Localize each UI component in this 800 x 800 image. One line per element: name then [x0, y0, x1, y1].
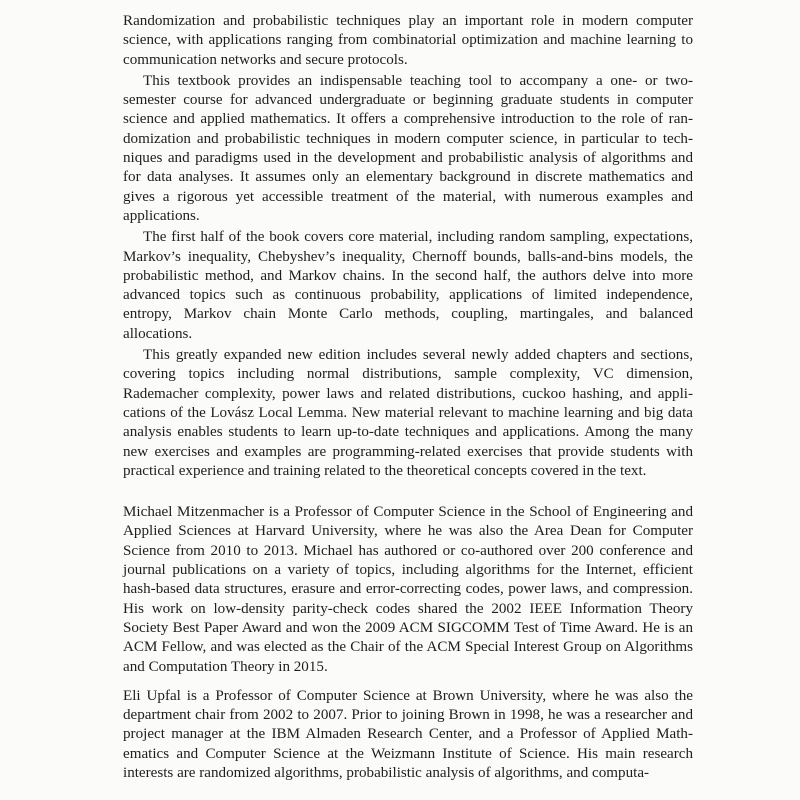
description-paragraph: The first half of the book covers core material, including random sampling, expectations, Markov’s inequality, Chebyshev’s inequality, Chernoff bounds, balls-and-bins models, the probabilistic method, and Markov chains. In the second half, the authors delve into more advanced topics such as continuous probability, applications of limited independence, entropy, Markov chain Monte Carlo methods, coupling, martingales, and balanced allocations. [123, 229, 693, 342]
book-description [123, 12, 693, 481]
description-paragraph: Randomization and probabilistic techniques play an important role in modern computer science, with applications ranging from combinatorial optimization and machine learning to communication networks and secure protocols. [123, 13, 693, 68]
author-bio-upfal: Eli Upfal is a Professor of Computer Science at Brown University, where he was also the department chair from 2002 to 2007. Prior to joining Brown in 1998, he was a researcher and project manager at the IBM Almaden Research Center, and a Professor of Applied Mathematics and Computer Science at the Weizmann Institute of Science. His main research interests are randomized algorithms, probabilistic analysis of algorithms, and computa- [123, 687, 693, 781]
description-paragraph: This greatly expanded new edition includes several newly added chapters and sections, covering topics including normal distributions, sample complexity, VC dimension, Rademacher complexity, power laws and related distributions, cuckoo hashing, and applications of the Lovász Local Lemma. New material relevant to machine learning and big data analysis enables students to learn up-to-date techniques and applications. Among the many new exercises and examples are programming-related exercises that provide students with practical experience and training related to the theoretical concepts covered in the text. [123, 347, 693, 479]
text-column [123, 12, 693, 783]
author-bio-mitzenmacher: Michael Mitzenmacher is a Professor of Computer Science in the School of Engineering and Applied Sciences at Harvard University, where he was also the Area Dean for Computer Science from 2010 to 2013. Michael has authored or co-authored over 200 conference and journal publications on a variety of topics, including algorithms for the Internet, efficient hash-based data structures, erasure and error-correcting codes, power laws, and compression. His work on low-density parity-check codes shared the 2002 IEEE Information Theory Society Best Paper Award and won the 2009 ACM SIGCOMM Test of Time Award. He is an ACM Fellow, and was elected as the Chair of the ACM Special Interest Group on Algorithms and Computation Theory in 2015. [123, 504, 693, 675]
author-bios [123, 503, 693, 783]
description-paragraph: This textbook provides an indispensable teaching tool to accompany a one- or two-semester course for advanced undergraduate or beginning graduate students in computer science and applied mathematics. It offers a comprehensive introduction to the role of randomization and probabilistic techniques in modern computer science, in particular to techniques and paradigms used in the development and probabilistic analysis of algorithms and for data analyses. It assumes only an elementary background in discrete mathematics and gives a rigorous yet accessible treatment of the material, with numerous examples and applications. [123, 72, 693, 224]
